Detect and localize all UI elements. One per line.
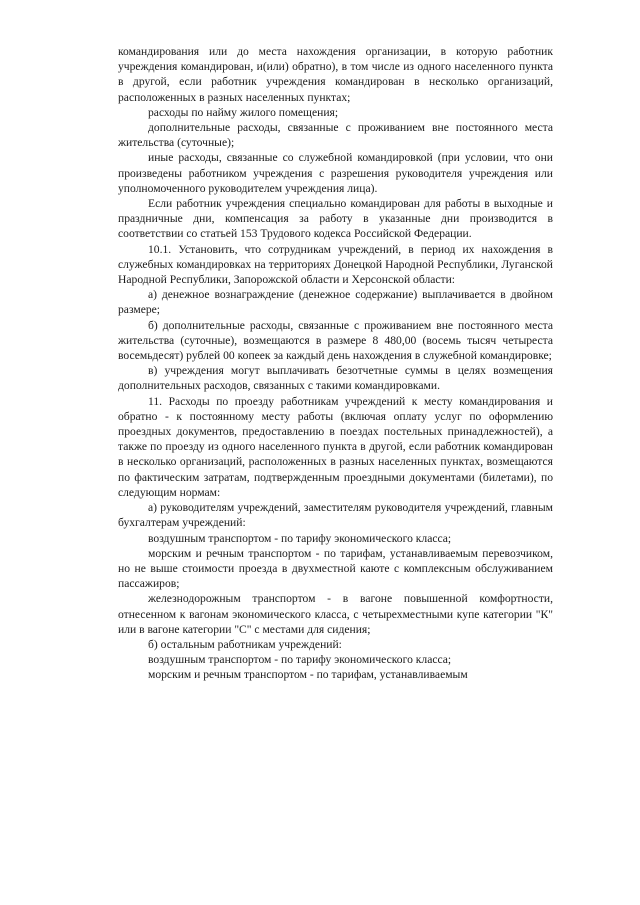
paragraph-sea-river-transport: морским и речным транспортом - по тарифам, устанавливаемым перевозчиком, но не выше стоимости проезда в двухместной каюте с комплексным обслуживанием пассажиров; <box>118 546 553 591</box>
paragraph-daily-allowance: дополнительные расходы, связанные с проживанием вне постоянного места жительства (суточные); <box>118 121 553 150</box>
paragraph-air-transport-other: воздушным транспортом - по тарифу экономического класса; <box>148 653 452 667</box>
paragraph-section-11: 11. Расходы по проезду работникам учреждений к месту командирования и обратно - к постоянному месту работы (включая оплату услуг по оформлению проездных документов, предоставлению в поездах постельных принадлежностей), а также по проезду из одного населенного пункта в другой, если работник командирован в несколько организаций, расположенных в разных населенных пунктах, возмещаются по фактическим затратам, подтвержденным проездными документами (билетами), по следующим нормам: <box>118 394 553 499</box>
paragraph-item-v-unaccountable: в) учреждения могут выплачивать безотчетные суммы в целях возмещения дополнительных расходов, связанных с такими командировками. <box>118 364 553 393</box>
paragraph-item-b-daily: б) дополнительные расходы, связанные с проживанием вне постоянного места жительства (суточные), возмещаются в размере 8 480,00 (восемь тысяч четыреста восемьдесят) рублей 00 копеек за каждый день нахождения в служебной командировке; <box>118 318 553 363</box>
paragraph-other-expenses: иные расходы, связанные со служебной командировкой (при условии, что они произведены работником учреждения с разрешения руководителя учреждения или уполномоченного руководителем учреждения лица). <box>118 151 553 195</box>
paragraph-continuation: командирования или до места нахождения организации, в которую работник учреждения командирован, и(или) обратно), в том числе из одного населенного пункта в другой, если работник учреждения командирован в несколько организаций, расположенных в разных населенных пунктах; <box>118 45 553 104</box>
paragraph-weekend-work: Если работник учреждения специально командирован для работы в выходные и праздничные дни, компенсация за работу в указанные дни производится в соответствии со статьей 153 Трудового кодекса Российской Федерации. <box>118 197 553 241</box>
paragraph-item-a-managers: а) руководителям учреждений, заместителям руководителя учреждений, главным бухгалтерам учреждений: <box>118 501 553 530</box>
document-body <box>118 44 553 683</box>
paragraph-air-transport: воздушным транспортом - по тарифу экономического класса; <box>148 531 452 545</box>
paragraph-section-10-1: 10.1. Установить, что сотрудникам учреждений, в период их нахождения в служебных командировках на территориях Донецкой Народной Республики, Луганской Народной Республики, Запорожской области и Херсонской области: <box>118 242 553 287</box>
paragraph-sea-river-transport-other: морским и речным транспортом - по тарифам, устанавливаемым <box>148 668 468 682</box>
paragraph-item-a-double-pay: а) денежное вознаграждение (денежное содержание) выплачивается в двойном размере; <box>118 288 553 317</box>
paragraph-item-b-other-staff: б) остальным работникам учреждений: <box>148 637 342 651</box>
paragraph-housing-expenses: расходы по найму жилого помещения; <box>148 105 339 119</box>
paragraph-rail-transport: железнодорожным транспортом - в вагоне повышенной комфортности, отнесенном к вагонам экономического класса, с четырехместными купе категории "К" или в вагоне категории "С" с местами для сидения; <box>118 592 553 636</box>
